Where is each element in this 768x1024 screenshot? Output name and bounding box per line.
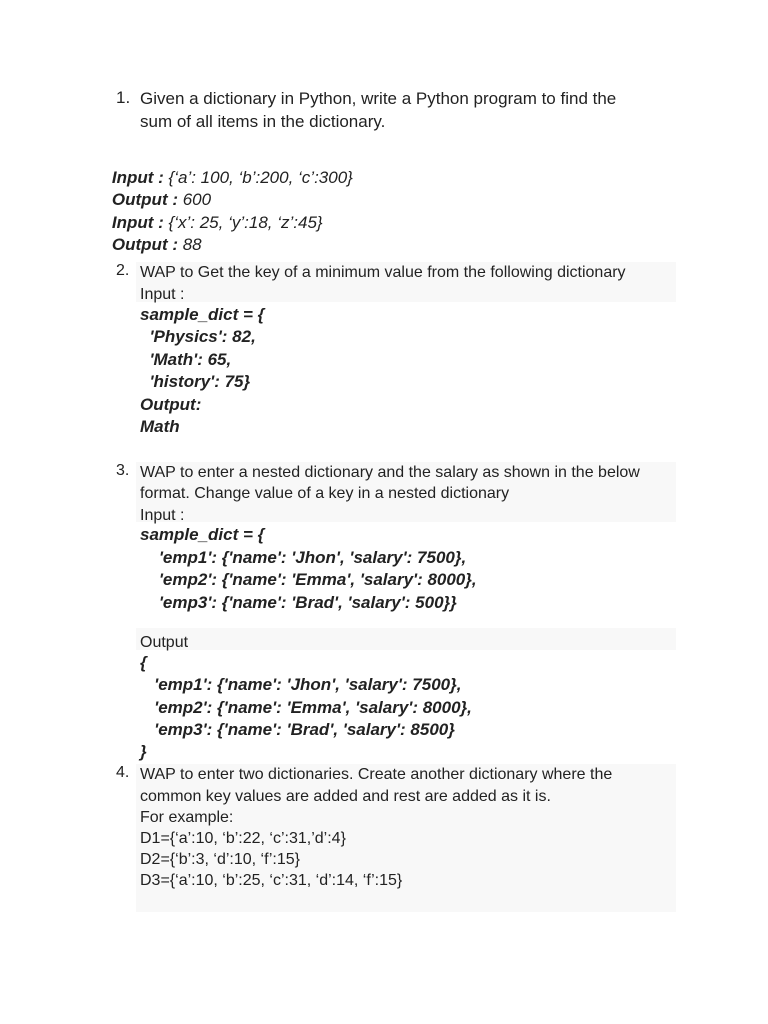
question-3-output-code-line: 'emp3': {'name': 'Brad', 'salary': 8500} xyxy=(140,720,455,739)
question-4-line-2: common key values are added and rest are added as it is. xyxy=(140,788,551,805)
question-3-output-code-line: 'emp2': {'name': 'Emma', 'salary': 8000}, xyxy=(140,698,472,717)
example-value: 600 xyxy=(178,190,212,209)
question-2-code-line: Output: xyxy=(140,395,202,414)
question-3-input-code-line: 'emp3': {'name': 'Brad', 'salary': 500}} xyxy=(140,593,457,612)
question-2-title: WAP to Get the key of a minimum value from the following dictionary xyxy=(140,264,626,281)
question-4-line-1: WAP to enter two dictionaries. Create another dictionary where the xyxy=(140,766,613,783)
question-3-input-code-line: 'emp1': {'name': 'Jhon', 'salary': 7500}, xyxy=(140,548,467,567)
question-2-code-line: 'Math': 65, xyxy=(140,350,232,369)
question-2-code-line: 'history': 75} xyxy=(140,372,251,391)
question-3-line-1: WAP to enter a nested dictionary and the salary as shown in the below xyxy=(140,464,640,481)
question-2-code-line: Math xyxy=(140,417,180,436)
question-3-number: 3. xyxy=(116,462,130,479)
question-2-number: 2. xyxy=(116,262,130,279)
question-2-code-line: sample_dict = { xyxy=(140,305,265,324)
question-4-line-3: For example: xyxy=(140,809,234,826)
question-4-d2: D2={‘b’:3, ‘d’:10, ‘f’:15} xyxy=(140,851,300,868)
question-3-line-2: format. Change value of a key in a nested dictionary xyxy=(140,485,510,502)
question-4-d3: D3={‘a’:10, ‘b’:25, ‘c’:31, ‘d’:14, ‘f’:15} xyxy=(140,872,403,889)
question-3-input-code-line: 'emp2': {'name': 'Emma', 'salary': 8000}, xyxy=(140,570,477,589)
question-3-output-code-line: { xyxy=(140,653,147,672)
example-label: Output : xyxy=(111,235,178,254)
question-4-d1: D1={‘a’:10, ‘b’:22, ‘c’:31,’d’:4} xyxy=(140,830,346,847)
question-3-output-code-line: } xyxy=(140,742,147,761)
question-2-code-line: 'Physics': 82, xyxy=(140,327,256,346)
example-label: Input : xyxy=(111,213,164,232)
question-3-output-code-line: 'emp1': {'name': 'Jhon', 'salary': 7500}, xyxy=(140,675,462,694)
example-label: Output : xyxy=(111,190,178,209)
question-1-line-2: sum of all items in the dictionary. xyxy=(140,112,386,131)
q3-output-shade xyxy=(136,628,676,650)
example-value: 88 xyxy=(178,235,202,254)
example-label: Input : xyxy=(111,168,164,187)
question-3-output-label: Output xyxy=(140,634,189,651)
question-4-number: 4. xyxy=(116,764,130,781)
question-1-number: 1. xyxy=(116,88,131,107)
question-3-input-code-line: sample_dict = { xyxy=(140,525,265,544)
question-2-input-label: Input : xyxy=(140,286,185,303)
example-value: {‘a’: 100, ‘b’:200, ‘c’:300} xyxy=(163,168,353,187)
example-value: {‘x’: 25, ‘y’:18, ‘z’:45} xyxy=(163,213,323,232)
question-3-input-label: Input : xyxy=(140,507,185,524)
question-1-line-1: Given a dictionary in Python, write a Python program to find the xyxy=(140,89,617,108)
